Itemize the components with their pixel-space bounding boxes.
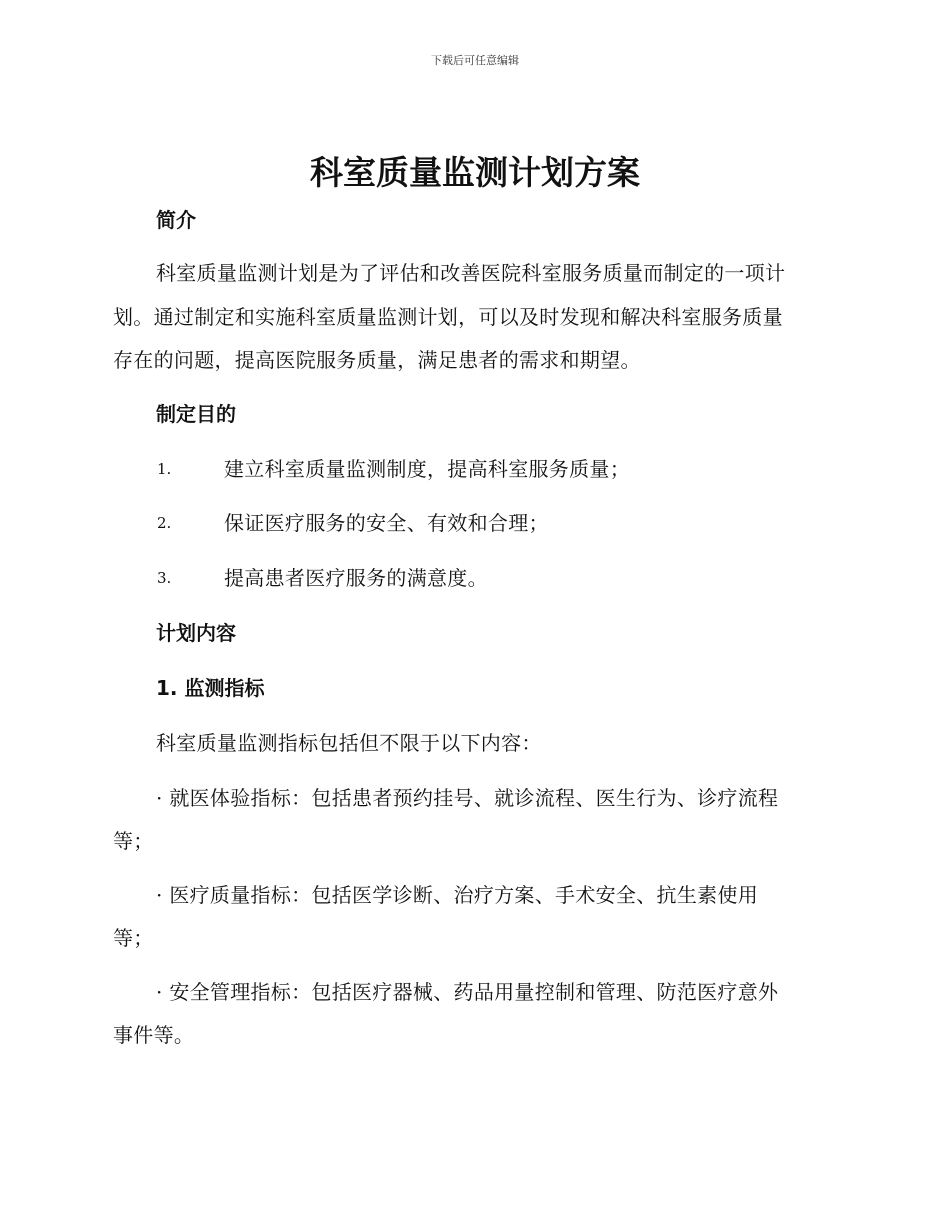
bullet-line-2: 等；: [113, 829, 154, 853]
bullet-line-1: · 安全管理指标：包括医疗器械、药品用量控制和管理、防范医疗意外: [156, 980, 779, 1004]
document-title: 科室质量监测计划方案: [310, 153, 640, 192]
list-item-text: 提高患者医疗服务的满意度。: [224, 566, 488, 590]
list-item-number: 1.: [157, 460, 172, 478]
section-heading-intro: 简介: [156, 208, 196, 232]
list-item-number: 3.: [157, 569, 172, 587]
section-heading-content: 计划内容: [156, 621, 236, 645]
intro-paragraph-line-1: 科室质量监测计划是为了评估和改善医院科室服务质量而制定的一项计: [156, 261, 786, 285]
intro-paragraph-line-3: 存在的问题，提高医院服务质量，满足患者的需求和期望。: [113, 348, 641, 372]
bullet-line-1: · 就医体验指标：包括患者预约挂号、就诊流程、医生行为、诊疗流程: [156, 786, 779, 810]
indicators-lead-text: 科室质量监测指标包括但不限于以下内容：: [156, 731, 542, 755]
bullet-line-1: · 医疗质量指标：包括医学诊断、治疗方案、手术安全、抗生素使用: [156, 883, 759, 907]
list-item-text: 保证医疗服务的安全、有效和合理；: [224, 511, 549, 535]
intro-paragraph-line-2: 划。通过制定和实施科室质量监测计划，可以及时发现和解决科室服务质量: [113, 305, 783, 329]
bullet-line-2: 事件等。: [113, 1023, 195, 1047]
bullet-line-2: 等；: [113, 926, 154, 950]
header-note: 下载后可任意编辑: [431, 54, 519, 67]
list-item-number: 2.: [157, 514, 172, 532]
list-item-text: 建立科室质量监测制度，提高科室服务质量；: [224, 457, 630, 481]
section-heading-purpose: 制定目的: [156, 402, 236, 426]
subheading-indicators: 1. 监测指标: [156, 676, 265, 700]
